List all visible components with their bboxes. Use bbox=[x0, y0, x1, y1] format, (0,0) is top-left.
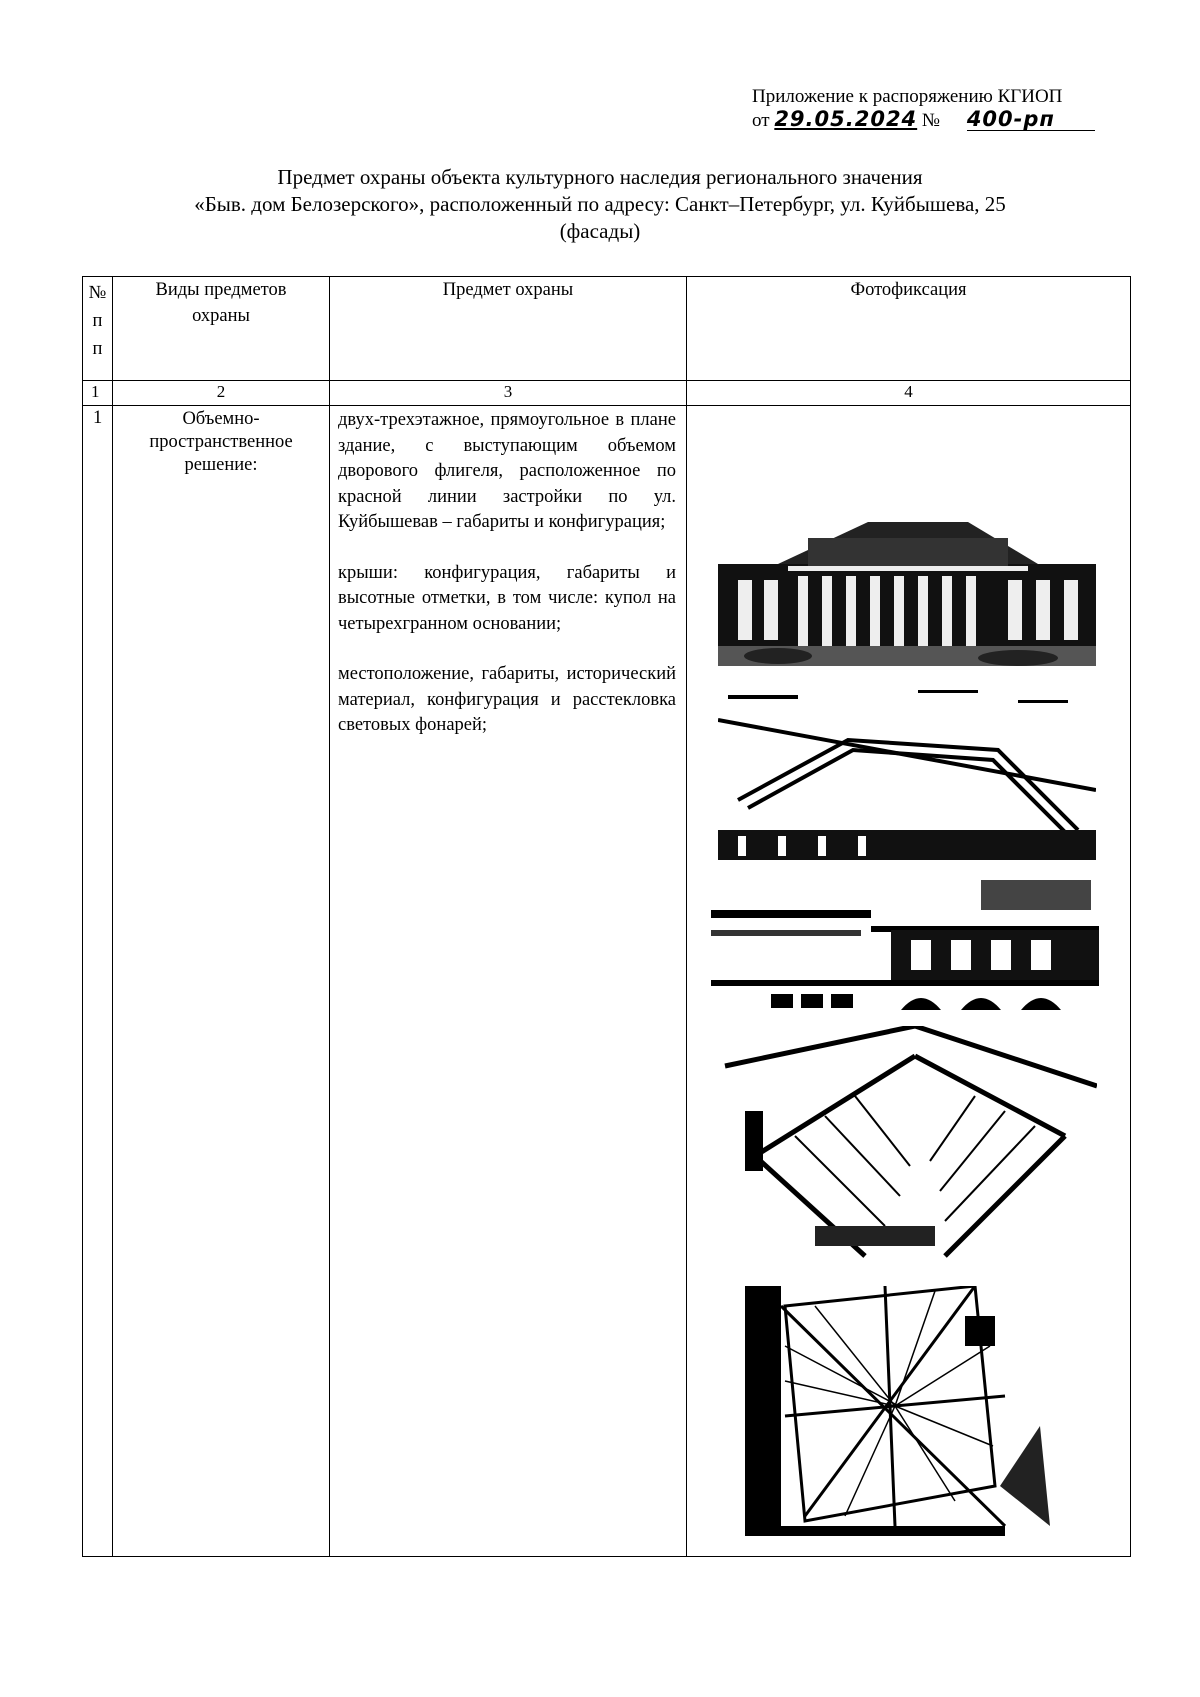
title-line2: «Быв. дом Белозерского», расположенный по адресу: Санкт–Петербург, ул. Куйбышева, 25 bbox=[194, 192, 1006, 216]
facade-photo bbox=[718, 518, 1096, 670]
document-title bbox=[90, 164, 1110, 245]
annex-reference bbox=[752, 86, 1182, 132]
rooftops-photo bbox=[711, 870, 1099, 1010]
roof-photo bbox=[718, 680, 1096, 860]
subject-paragraph: крыши: конфигурация, габариты и высотные отметки, в том числе: купол на четырехгранном основании; bbox=[338, 562, 676, 634]
column-index-row bbox=[83, 381, 1131, 406]
column-index: 2 bbox=[113, 381, 330, 406]
annex-number-label: № bbox=[921, 110, 941, 131]
row-photos bbox=[687, 406, 1131, 1557]
row-number: 1 bbox=[83, 406, 113, 1557]
table-row bbox=[83, 406, 1131, 1557]
annex-line1: Приложение к распоряжению КГИОП bbox=[752, 86, 1063, 107]
title-line1: Предмет охраны объекта культурного наследия регионального значения bbox=[277, 165, 923, 189]
header-subject: Предмет охраны bbox=[330, 277, 687, 381]
column-index: 1 bbox=[83, 381, 113, 406]
table-header-row bbox=[83, 277, 1131, 381]
subject-paragraph: двух-трехэтажное, прямоугольное в плане здание, с выступающим объемом дворового флигеля, расположенное по красной линии застройки по ул. Куйбышевав – габариты и конфигурация; bbox=[338, 410, 676, 532]
handwritten-number: 400-рп bbox=[967, 108, 1095, 131]
column-index: 3 bbox=[330, 381, 687, 406]
skylight-photo bbox=[715, 1026, 1097, 1264]
header-number: № п п bbox=[83, 277, 113, 381]
handwritten-date: 29.05.2024 bbox=[774, 107, 918, 131]
title-line3: (фасады) bbox=[559, 219, 641, 243]
header-kinds: Виды предметов охраны bbox=[113, 277, 330, 381]
row-kind: Объемно-пространственное решение: bbox=[113, 406, 330, 1557]
subject-paragraph: местоположение, габариты, исторический материал, конфигурация и расстекловка световых фонарей; bbox=[338, 664, 676, 735]
annex-line2 bbox=[752, 108, 1182, 132]
header-photo: Фотофиксация bbox=[687, 277, 1131, 381]
row-subject bbox=[330, 406, 687, 1557]
column-index: 4 bbox=[687, 381, 1131, 406]
annex-from-label: от bbox=[752, 110, 770, 131]
protection-table bbox=[82, 276, 1131, 1557]
dome-photo bbox=[745, 1286, 1095, 1536]
